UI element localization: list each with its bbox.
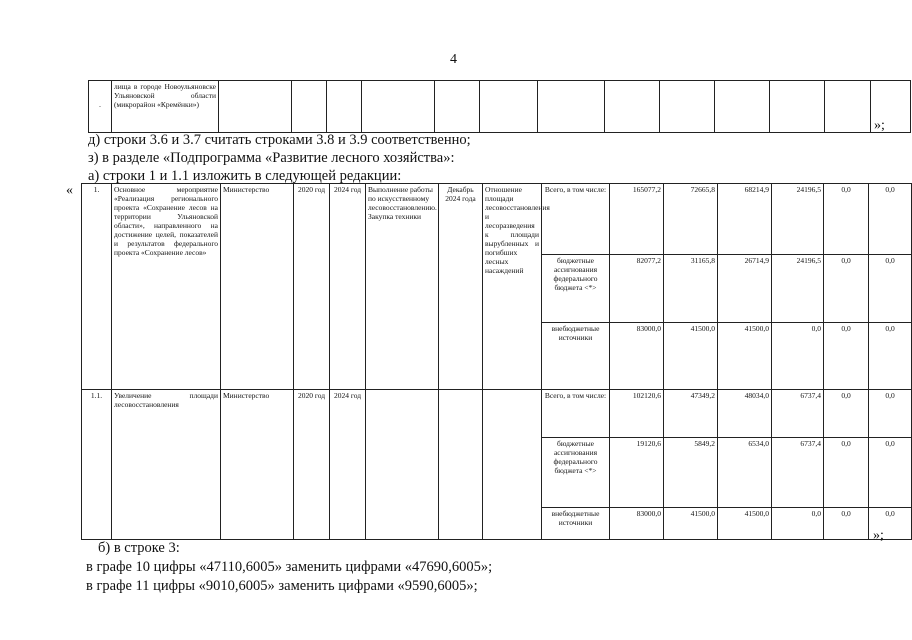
top-row-dot: ·	[89, 81, 112, 133]
row11-v0-0: 102120,6	[610, 390, 664, 438]
row1-v0-0: 165077,2	[610, 184, 664, 255]
row1-num: 1.	[82, 184, 112, 390]
row1-v0-4: 0,0	[824, 184, 869, 255]
row11-v0-5: 0,0	[869, 390, 912, 438]
row1-v2-4: 0,0	[824, 323, 869, 390]
row1-v2-1: 41500,0	[664, 323, 718, 390]
open-quote: «	[66, 183, 73, 198]
row11-v0-3: 6737,4	[772, 390, 824, 438]
row1-v0-5: 0,0	[869, 184, 912, 255]
close-quote: »;	[873, 528, 884, 543]
line-graph-11: в графе 11 цифры «9010,6005» заменить цифрами «9590,6005»;	[86, 578, 478, 594]
row11-source-1: бюджетные ассигнования федерального бюджета <*>	[542, 438, 610, 508]
row1-v2-2: 41500,0	[718, 323, 772, 390]
row1-v1-4: 0,0	[824, 255, 869, 323]
row1-v2-0: 83000,0	[610, 323, 664, 390]
row1-year-start: 2020 год	[294, 184, 330, 390]
row11-v2-1: 41500,0	[664, 508, 718, 540]
row1-source-0: Всего, в том числе:	[542, 184, 610, 255]
row11-exec: Министерство	[221, 390, 294, 540]
row11-v1-4: 0,0	[824, 438, 869, 508]
row1-source-1: бюджетные ассигнования федерального бюджета <*>	[542, 255, 610, 323]
row1-year-end: 2024 год	[330, 184, 366, 390]
row1-v1-3: 24196,5	[772, 255, 824, 323]
row1-name: Основное мероприятие «Реализация регионального проекта «Сохранение лесов на территории Ульяновской области», направленного на достижение целей, показателей и результатов федерального проекта «Сохранение лесов»	[112, 184, 221, 390]
row1-v0-1: 72665,8	[664, 184, 718, 255]
row1-source-2: внебюджетные источники	[542, 323, 610, 390]
row1-event: Выполнение работы по искусственному лесовосстановлению. Закупка техники	[366, 184, 439, 390]
row11-v0-1: 47349,2	[664, 390, 718, 438]
line-z: з) в разделе «Подпрограмма «Развитие лесного хозяйства»:	[88, 150, 455, 166]
row1-v2-5: 0,0	[869, 323, 912, 390]
row11-v2-4: 0,0	[824, 508, 869, 540]
row11-v2-3: 0,0	[772, 508, 824, 540]
top-close-quote: »;	[874, 118, 885, 133]
row11-num: 1.1.	[82, 390, 112, 540]
continued-table	[88, 80, 911, 133]
line-d: д) строки 3.6 и 3.7 считать строками 3.8 и 3.9 соответственно;	[88, 132, 471, 148]
row1-v1-2: 26714,9	[718, 255, 772, 323]
line-a: а) строки 1 и 1.1 изложить в следующей редакции:	[88, 168, 402, 184]
row11-v2-5: 0,0	[869, 508, 912, 540]
row11-v2-0: 83000,0	[610, 508, 664, 540]
row11-v1-2: 6534,0	[718, 438, 772, 508]
row1-v1-1: 31165,8	[664, 255, 718, 323]
line-graph-10: в графе 10 цифры «47110,6005» заменить цифрами «47690,6005»;	[86, 559, 493, 575]
top-row-text: лища в городе Новоульяновске Ульяновской области (микрорайон «Кремёнки»)	[112, 81, 219, 133]
table-row	[82, 390, 912, 438]
row1-deadline: Декабрь 2024 года	[439, 184, 483, 390]
row1-v2-3: 0,0	[772, 323, 824, 390]
row11-source-2: внебюджетные источники	[542, 508, 610, 540]
program-table	[81, 183, 912, 540]
row11-v1-5: 0,0	[869, 438, 912, 508]
row1-v1-0: 82077,2	[610, 255, 664, 323]
row11-year-end: 2024 год	[330, 390, 366, 540]
row11-v2-2: 41500,0	[718, 508, 772, 540]
row11-v1-1: 5849,2	[664, 438, 718, 508]
row11-v1-0: 19120,6	[610, 438, 664, 508]
row11-year-start: 2020 год	[294, 390, 330, 540]
row11-v0-2: 48034,0	[718, 390, 772, 438]
row11-name: Увеличение площади лесовосстановления	[112, 390, 221, 540]
row11-v0-4: 0,0	[824, 390, 869, 438]
row11-source-0: Всего, в том числе:	[542, 390, 610, 438]
row1-v1-5: 0,0	[869, 255, 912, 323]
table-row	[82, 184, 912, 255]
row1-indicator: Отношение площади лесовосстановления и лесоразведения к площади вырубленных и погибших лесных насаждений	[483, 184, 542, 390]
row1-v0-2: 68214,9	[718, 184, 772, 255]
row1-v0-3: 24196,5	[772, 184, 824, 255]
row1-exec: Министерство	[221, 184, 294, 390]
page-number: 4	[450, 52, 457, 67]
row11-v1-3: 6737,4	[772, 438, 824, 508]
line-b: б) в строке 3:	[98, 540, 180, 556]
